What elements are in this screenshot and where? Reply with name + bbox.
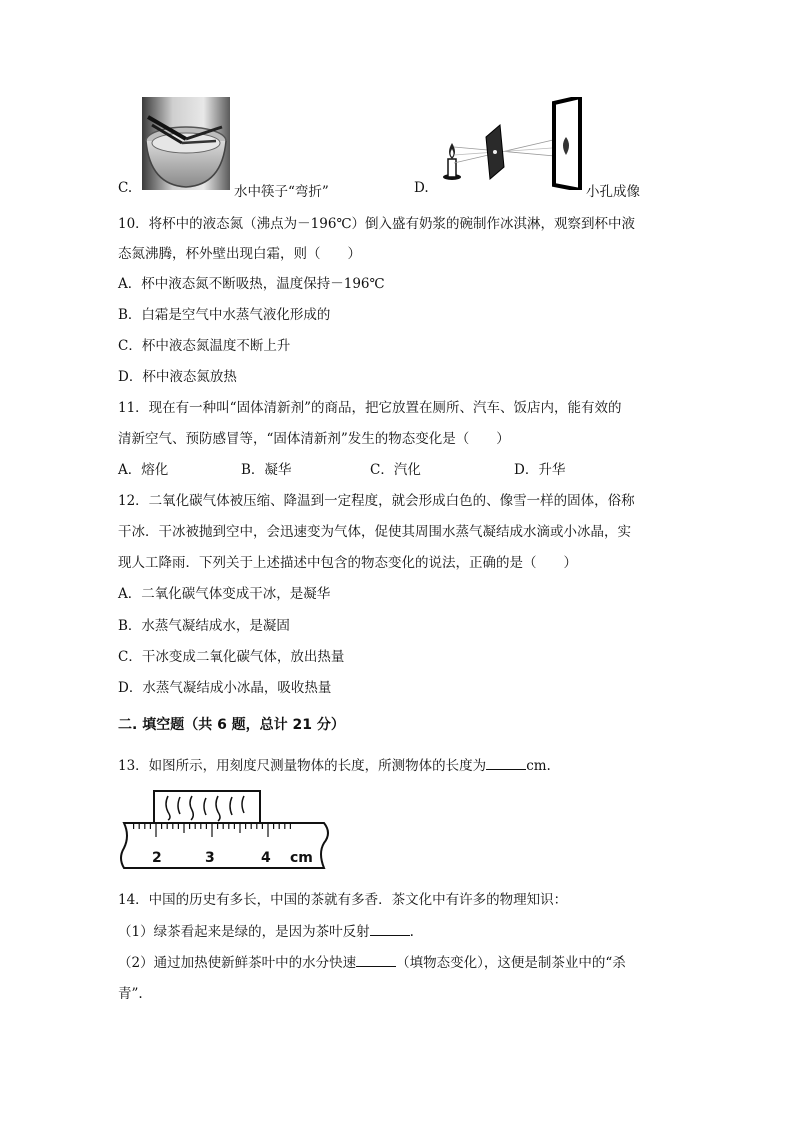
q11-option-d: D．升华 xyxy=(514,462,566,478)
q9-option-c-caption: 水中筷子“弯折” xyxy=(234,184,329,200)
q11-stem-line2: 清新空气、预防感冒等，“固体清新剂”发生的物态变化是（ ） xyxy=(118,431,510,447)
q11-option-a: A．熔化 xyxy=(118,462,169,478)
q12-option-d: D．水蒸气凝结成小冰晶，吸收热量 xyxy=(118,680,332,696)
q11-stem-line1: 11．现在有一种叫“固体清新剂”的商品，把它放置在厕所、汽车、饭店内，能有效的 xyxy=(118,400,622,416)
q10-option-b: B．白霜是空气中水蒸气液化形成的 xyxy=(118,307,331,323)
ruler-measurement-figure xyxy=(118,788,334,870)
q9-option-d-caption: 小孔成像 xyxy=(586,184,640,200)
q13-stem xyxy=(118,754,551,774)
q12-stem-line1: 12．二氧化碳气体被压缩、降温到一定程度，就会形成白色的、像雪一样的固体，俗称 xyxy=(118,493,635,509)
q14-part1-end: . xyxy=(409,924,414,940)
q12-stem-line2: 干冰．干冰被抛到空中，会迅速变为气体，促使其周围水蒸气凝结成水滴或小冰晶，实 xyxy=(118,524,631,540)
q9-option-c-label: C. xyxy=(118,180,133,196)
q10-stem-line2: 态氮沸腾，杯外壁出现白霜，则（ ） xyxy=(118,246,361,262)
q11-option-c: C．汽化 xyxy=(370,462,421,478)
chopsticks-bowl-photo xyxy=(142,97,230,190)
q10-option-a: A．杯中液态氮不断吸热，温度保持－196℃ xyxy=(118,276,385,292)
q12-option-c: C．干冰变成二氧化碳气体，放出热量 xyxy=(118,649,345,665)
q11-option-b: B．凝华 xyxy=(241,462,292,478)
q9-option-d-label: D. xyxy=(414,180,429,196)
q10-stem-line1: 10．将杯中的液态氮（沸点为－196℃）倒入盛有奶浆的碗制作冰淇淋，观察到杯中液 xyxy=(118,216,636,232)
pinhole-imaging-diagram xyxy=(432,97,586,190)
q9-option-c xyxy=(118,180,132,196)
section-fill-in-title: 二. 填空题（共 6 题，总计 21 分） xyxy=(118,717,345,733)
q10-option-d: D．杯中液态氮放热 xyxy=(118,369,237,385)
ruler-label-4: 4 xyxy=(261,850,271,866)
q14-part2-text-after: （填物态变化），这便是制茶业中的“杀 xyxy=(396,955,626,971)
q14-part1 xyxy=(118,920,414,940)
q13-stem-unit: cm. xyxy=(526,758,551,774)
ruler-unit-label: cm xyxy=(290,850,313,866)
q10-option-c: C．杯中液态氮温度不断上升 xyxy=(118,338,291,354)
ruler-label-3: 3 xyxy=(205,850,215,866)
q14-part2-answer-blank[interactable] xyxy=(356,954,396,967)
q14-part1-answer-blank[interactable] xyxy=(370,923,410,936)
q13-stem-text: 13．如图所示，用刻度尺测量物体的长度，所测物体的长度为 xyxy=(118,758,487,774)
q14-part1-text: （1）绿茶看起来是绿的，是因为茶叶反射 xyxy=(118,924,370,940)
q14-part2 xyxy=(118,951,626,971)
q12-option-a: A．二氧化碳气体变成干冰，是凝华 xyxy=(118,586,331,602)
ruler-label-2: 2 xyxy=(152,850,162,866)
q12-option-b: B．水蒸气凝结成水，是凝固 xyxy=(118,618,290,634)
q14-part2-line2: 青”. xyxy=(118,986,143,1002)
q13-answer-blank[interactable] xyxy=(486,757,526,770)
q12-stem-line3: 现人工降雨．下列关于上述描述中包含的物态变化的说法，正确的是（ ） xyxy=(118,555,577,571)
q14-stem: 14．中国的历史有多长，中国的茶就有多香．茶文化中有许多的物理知识： xyxy=(118,892,568,908)
q14-part2-text: （2）通过加热使新鲜茶叶中的水分快速 xyxy=(118,955,357,971)
